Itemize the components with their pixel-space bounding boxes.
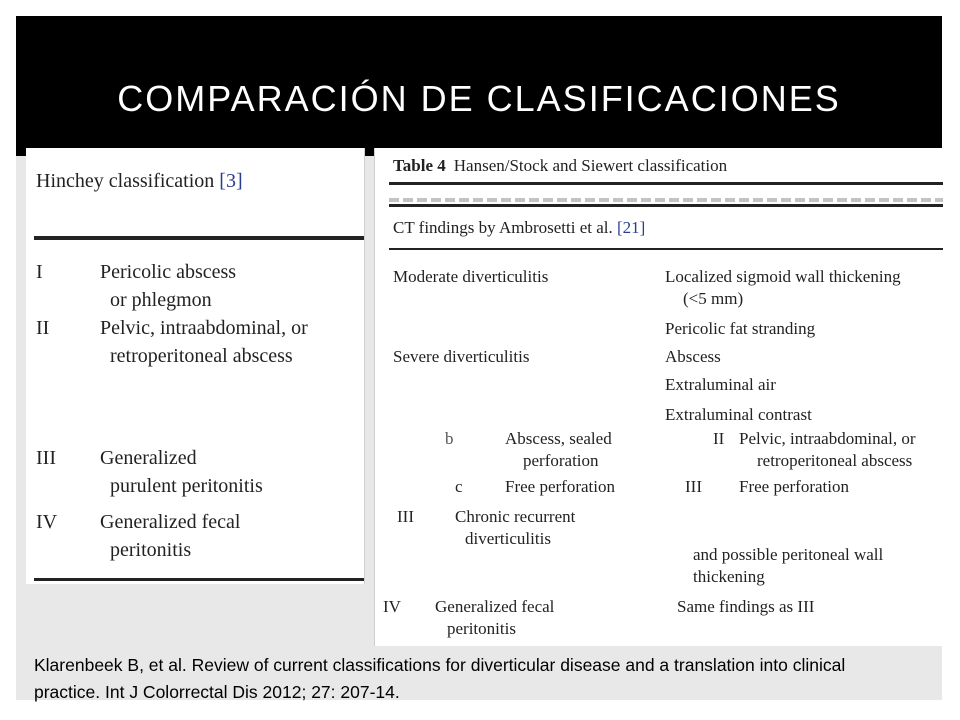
occluded-header-row [389, 198, 943, 202]
ct-stage-severe: Severe diverticulitis [393, 347, 530, 366]
stage-b-hinchey: Pelvic, intraabdominal, or retroperitoneal abscess [739, 429, 916, 470]
hinchey-description: Generalized purulent peritonitis [100, 447, 263, 497]
table-4-title: Table 4 Hansen/Stock and Siewert classification [393, 156, 728, 175]
stage-c-text: Free perforation [505, 477, 615, 496]
stage-c-grade: III [685, 477, 702, 496]
hinchey-heading-text: Hinchey classification [36, 170, 215, 192]
slide-title: COMPARACIÓN DE CLASIFICACIONES [117, 78, 841, 119]
hinchey-heading [36, 170, 243, 193]
stage-iii-text: Chronic recurrent diverticulitis [455, 507, 576, 548]
hinchey-classification-table [26, 148, 365, 584]
slide-title-bar [16, 16, 942, 156]
citation-text: Klarenbeek B, et al. Review of current classifications for diverticular disease and a translation into clinical practice. Int J Colorrectal Dis 2012; 27: 207-14. [34, 655, 846, 702]
stage-c-label: c [455, 477, 463, 496]
stage-c-hinchey: Free perforation [739, 477, 849, 496]
hinchey-grade: III [36, 447, 56, 469]
ct-finding: Pericolic fat stranding [665, 319, 816, 338]
hinchey-grade: II [36, 317, 50, 339]
stage-iii-grade: III [397, 507, 414, 526]
hinchey-reference: [3] [219, 170, 243, 192]
stage-iv-text: Generalized fecal peritonitis [435, 597, 555, 638]
hansen-siewert-table [374, 148, 951, 646]
hinchey-description: Pelvic, intraabdominal, or retroperitoneal abscess [100, 317, 308, 367]
ct-finding: Extraluminal air [665, 375, 776, 394]
hinchey-grade: IV [36, 511, 58, 533]
table-rule [389, 248, 943, 250]
stage-iv-grade: IV [383, 597, 401, 616]
stage-iii-findings: and possible peritoneal wall thickening [693, 545, 884, 586]
hinchey-description: Generalized fecal peritonitis [100, 511, 241, 561]
ct-finding: Extraluminal contrast [665, 405, 812, 424]
table-rule [389, 204, 943, 207]
table-rule [34, 236, 364, 240]
stage-b-text: Abscess, sealed perforation [505, 429, 612, 470]
ct-finding: Abscess [665, 347, 721, 366]
stage-iv-findings: Same findings as III [677, 597, 815, 616]
ct-stage-moderate: Moderate diverticulitis [393, 267, 549, 286]
table-rule [389, 182, 943, 185]
table-rule [34, 578, 364, 581]
hinchey-grade: I [36, 261, 43, 283]
hinchey-description: Pericolic abscess or phlegmon [100, 261, 237, 311]
ct-finding: Localized sigmoid wall thickening (<5 mm) [665, 267, 901, 308]
stage-b-grade: II [713, 429, 725, 448]
ambrosetti-title: CT findings by Ambrosetti et al. [21] [393, 218, 646, 237]
stage-b-label: b [445, 429, 454, 448]
